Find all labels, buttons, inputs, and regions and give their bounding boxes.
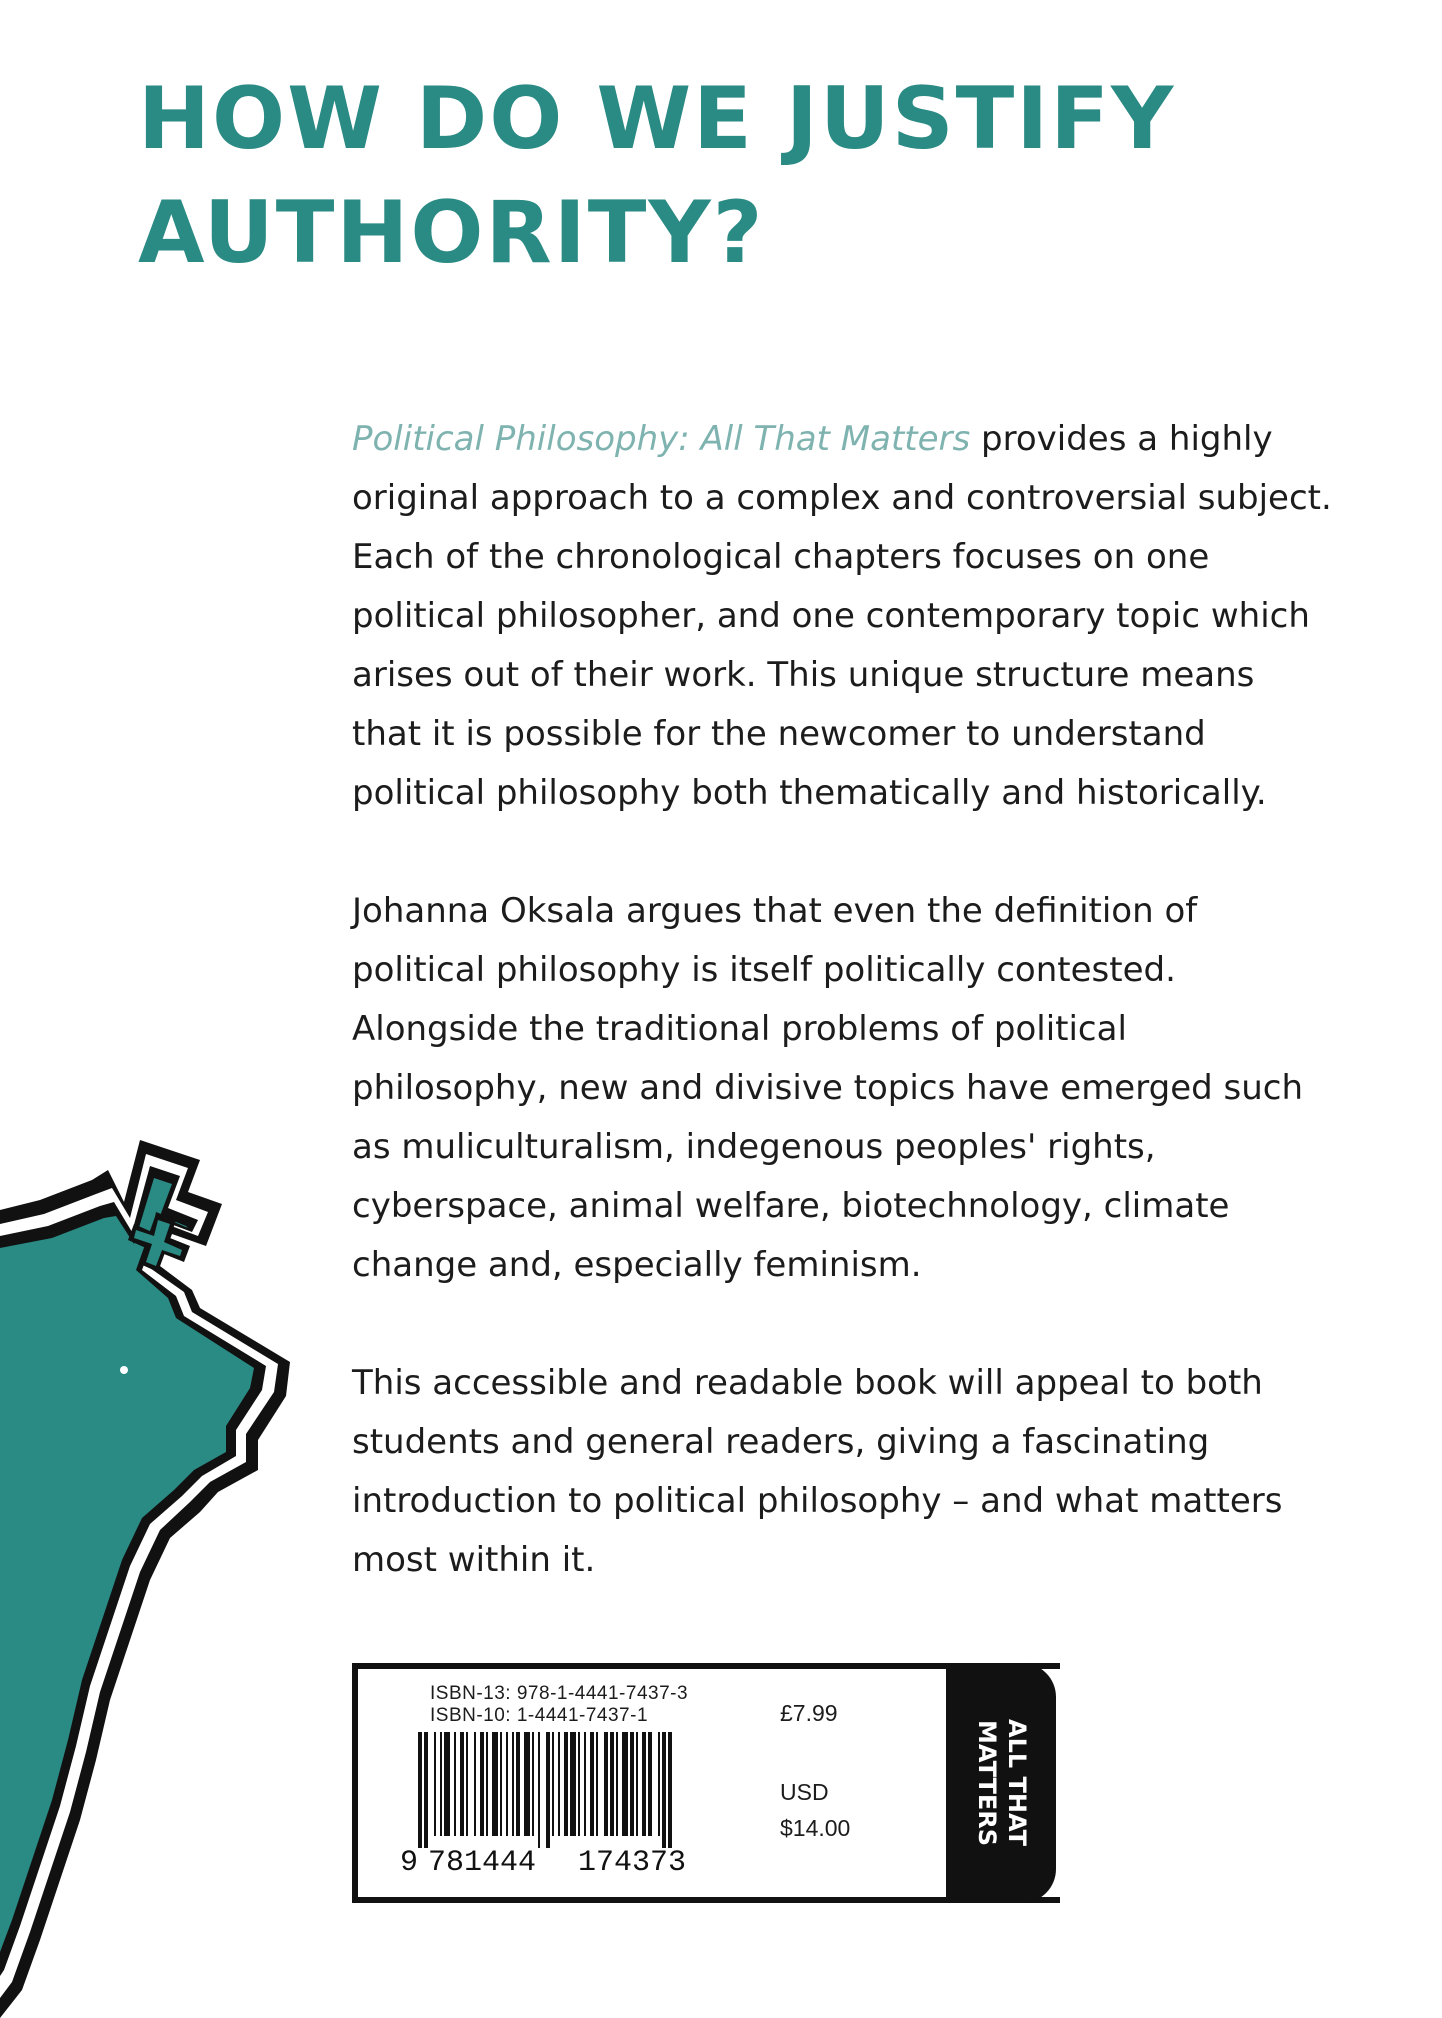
barcode-bar [604,1732,608,1836]
barcode-bar [662,1732,666,1848]
barcode-bar [500,1732,502,1836]
barcode-bar [558,1732,560,1836]
barcode-bar [516,1732,520,1836]
barcode-bar [564,1732,568,1836]
barcode [400,1730,740,1880]
barcode-bar [434,1732,436,1836]
barcode-bar [578,1732,580,1836]
blurb-paragraph-1-text: provides a highly original approach to a complex and controversial subject. Each of the chronological chapters focuses on one political philosopher, and one contemporary topic which arises out of their work. This unique structure means that it is possible for the newcomer to understand political philosophy both thematically and historically. [352,419,1332,813]
book-title: Political Philosophy: All That Matters [352,419,971,459]
barcode-bar [480,1732,484,1836]
isbn-10: ISBN-10: 1-4441-7437-1 [430,1705,649,1726]
barcode-lead-digit: 9 [400,1846,419,1880]
blurb [352,410,1332,1590]
barcode-bar [532,1732,534,1836]
barcode-bars [418,1732,672,1848]
barcode-bar [486,1732,488,1836]
price-usd-label: USD [780,1779,829,1805]
barcode-bar [538,1732,540,1848]
barcode-bar [584,1732,586,1836]
barcode-bar [570,1732,576,1836]
blurb-paragraph-3: This accessible and readable book will appeal to both students and general readers, giving a fascinating introduction to political philosophy – and what matters most within it. [352,1363,1283,1580]
isbn-13: ISBN-13: 978-1-4441-7437-3 [430,1683,689,1704]
barcode-bar [460,1732,464,1836]
barcode-bar [658,1732,660,1836]
barcode-bar [596,1732,598,1836]
price-gbp: £7.99 [780,1700,838,1726]
barcode-bar [512,1732,514,1836]
barcode-bar [616,1732,618,1836]
barcode-bar [474,1732,476,1836]
barcode-bar [622,1732,628,1836]
headline [138,62,1175,290]
headline-line-1: HOW DO WE JUSTIFY [138,69,1176,169]
barcode-bar [610,1732,614,1836]
barcode-bar [590,1732,594,1836]
blurb-paragraph-2: Johanna Oksala argues that even the definition of political philosophy is itself politically contested. Alongside the traditional problems of political philosophy, new and divisive topics have emerged such as muliculturalism, indegenous peoples' rights, cyberspace, animal welfare, biotechnology, climate change and, especially feminism. [352,891,1304,1285]
barcode-digits-right: 174373 [578,1846,687,1880]
barcode-bar [546,1732,550,1848]
headline-line-2: AUTHORITY? [138,183,765,283]
blurb-paragraph-1 [352,410,1332,823]
barcode-bar [492,1732,498,1836]
barcode-bar [636,1732,638,1836]
barcode-digits-left: 781444 [428,1846,537,1880]
barcode-bar [630,1732,634,1836]
barcode-bar [506,1732,508,1836]
barcode-bar [668,1732,672,1848]
barcode-bar [454,1732,456,1836]
barcode-bar [648,1732,652,1836]
barcode-bar [552,1732,554,1836]
barcode-bar [440,1732,442,1836]
barcode-bar [466,1732,468,1836]
barcode-bar [424,1732,428,1848]
chess-king-icon [0,1140,300,2018]
barcode-bar [524,1732,530,1836]
series-label: ALL THAT MATTERS [973,1719,1031,1847]
price-usd: $14.00 [780,1815,851,1841]
barcode-bar [444,1732,450,1836]
barcode-bar [418,1732,422,1848]
barcode-bar [642,1732,646,1836]
series-tab-label-wrap [948,1663,1056,1903]
